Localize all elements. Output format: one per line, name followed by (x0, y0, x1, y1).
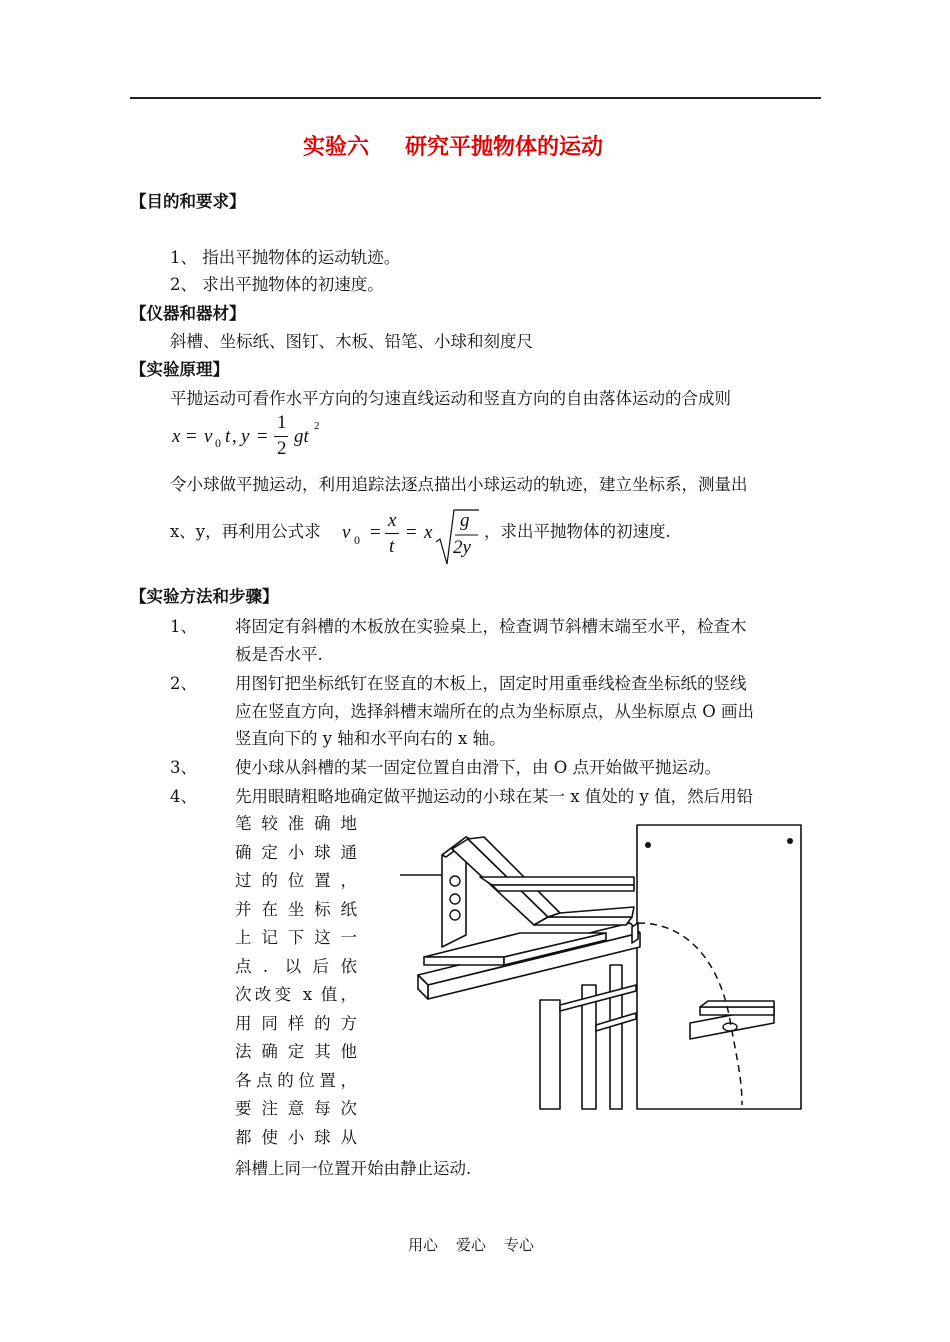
apparatus-illustration (400, 815, 820, 1115)
step-2-line-1: 用图钉把坐标纸钉在竖直的木板上，固定时用重垂线检查坐标纸的竖线 (235, 674, 747, 693)
narrow-line: 各点的位置， (235, 1070, 357, 1090)
narrow-line: 过的位置， (235, 871, 357, 890)
narrow-line: 法确定其他 (235, 1042, 357, 1061)
narrow-line: 要注意每次 (235, 1099, 357, 1118)
page-title: 实验六 研究平抛物体的运动 (303, 135, 604, 160)
page-footer: 用心 爱心 专心 (408, 1236, 535, 1254)
stand-hole (450, 910, 460, 920)
step-2-line-2: 应在竖直方向，选择斜槽末端所在的点为坐标原点，从坐标原点 O 画出 (235, 702, 755, 721)
narrow-line: 笔较准确地 (235, 814, 357, 833)
step-4-last-line: 斜槽上同一位置开始由静止运动. (235, 1159, 472, 1178)
vertical-board (637, 825, 801, 1109)
stand-hole (450, 876, 460, 886)
principle-line-3b: ，求出平抛物体的初速度. (484, 522, 671, 541)
narrow-line: 点. 以后依 (235, 956, 357, 976)
header-rule (130, 97, 821, 99)
narrow-line: 都使小球从 (235, 1127, 357, 1147)
step-3-line-1: 使小球从斜槽的某一固定位置自由滑下，由 O 点开始做平抛运动。 (235, 758, 722, 777)
narrow-line: 次改变 x 值， (235, 985, 357, 1004)
purpose-item-2: 2、 求出平抛物体的初速度。 (170, 275, 384, 294)
board-pin (787, 838, 793, 844)
stand-hole (450, 894, 460, 904)
principle-line-2: 令小球做平抛运动，利用追踪法逐点描出小球运动的轨迹，建立坐标系，测量出 (170, 475, 748, 494)
step-4-number: 4、 (170, 787, 197, 806)
narrow-line: 并在坐标纸 (235, 899, 357, 919)
step-2-number: 2、 (170, 674, 197, 693)
step-4-narrow-text (235, 810, 357, 1152)
method-heading: 【实验方法和步骤】 (130, 587, 279, 606)
table-leg (540, 1000, 560, 1109)
equipment-heading: 【仪器和器材】 (130, 304, 246, 323)
step-1-number: 1、 (170, 617, 197, 636)
step-1-line-2: 板是否水平. (235, 645, 323, 664)
principle-line-3a: x、y，再利用公式求 (170, 522, 321, 541)
board-pin (645, 842, 651, 848)
table-leg (610, 965, 622, 1109)
purpose-item-1: 1、 指出平抛物体的运动轨迹。 (170, 248, 401, 267)
step-1-line-1: 将固定有斜槽的木板放在实验桌上，检查调节斜槽末端至水平，检查木 (235, 617, 747, 636)
equipment-text: 斜槽、坐标纸、图钉、木板、铅笔、小球和刻度尺 (170, 332, 533, 351)
step-2-line-3: 竖直向下的 y 轴和水平向右的 x 轴。 (235, 729, 506, 748)
narrow-line: 上记下这一 (235, 928, 357, 947)
narrow-line: 用同样的方 (235, 1013, 357, 1033)
step-3-number: 3、 (170, 758, 197, 777)
principle-heading: 【实验原理】 (130, 360, 229, 379)
narrow-line: 确定小球通 (235, 842, 357, 862)
formula-initial-velocity: v 0 = x t = x g 2y (340, 506, 480, 566)
purpose-heading: 【目的和要求】 (130, 192, 246, 211)
principle-line-1: 平抛运动可看作水平方向的匀速直线运动和竖直方向的自由落体运动的合成则 (170, 389, 731, 408)
step-4-line-1: 先用眼睛粗略地确定做平抛运动的小球在某一 x 值处的 y 值，然后用铅 (235, 787, 754, 806)
